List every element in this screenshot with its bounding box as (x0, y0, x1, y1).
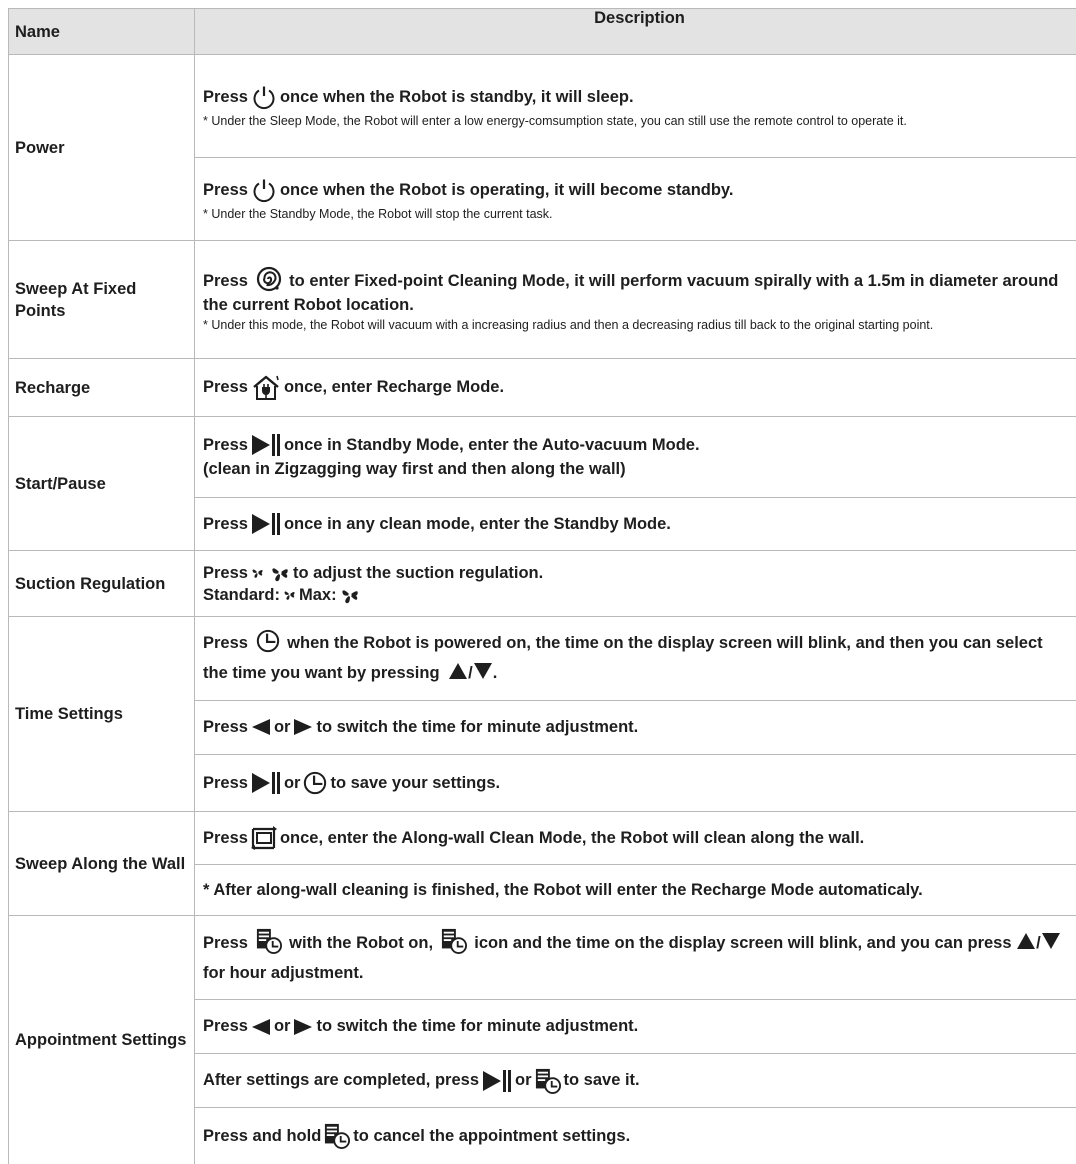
power-desc-sleep: Press once when the Robot is standby, it will sleep. * Under the Sleep Mode, the Robot will enter a low energy-comsumption state, you can still use the remote control to operate it. (195, 55, 1076, 158)
recharge-desc: Press once, enter Recharge Mode. (195, 359, 1076, 416)
table-row-start-pause (8, 417, 1076, 551)
row-name-appointment: Appointment Settings (8, 916, 195, 1164)
appointment-desc-start: Press with the Robot on, icon and the time on the display screen will blink, and you can press / for hour adjustment. (195, 916, 1076, 1000)
start-pause-desc-standby: Press once in any clean mode, enter the Standby Mode. (195, 498, 1076, 550)
schedule-icon (324, 1123, 350, 1149)
right-arrow-icon (293, 1018, 313, 1036)
row-name-power: Power (8, 55, 195, 240)
power-icon (251, 85, 277, 111)
row-name-along-wall: Sweep Along the Wall (8, 812, 195, 915)
play-pause-icon (482, 1070, 512, 1092)
along-wall-desc: Press once, enter the Along-wall Clean Mode, the Robot will clean along the wall. (195, 812, 1076, 865)
fixed-points-note: * Under this mode, the Robot will vacuum with a increasing radius and then a decreasing radius till back to the original starting point. (203, 317, 934, 332)
table-row-suction (8, 551, 1076, 617)
fan-large-icon (340, 585, 360, 605)
up-arrow-icon (1016, 932, 1036, 950)
start-pause-desc-auto: Press once in Standby Mode, enter the Auto-vacuum Mode. (clean in Zigzagging way first and then along the wall) (195, 417, 1076, 498)
table-row-appointment (8, 916, 1076, 1164)
time-desc-switch: Press or to switch the time for minute adjustment. (195, 701, 1076, 756)
row-name-start-pause: Start/Pause (8, 417, 195, 550)
header-description: Description (594, 9, 685, 27)
power-desc-standby: Press once when the Robot is operating, it will become standby. * Under the Standby Mode, the Robot will stop the current task. (195, 158, 1076, 240)
row-name-time-settings: Time Settings (8, 617, 195, 811)
play-pause-icon (251, 513, 281, 535)
fan-large-icon (270, 563, 290, 583)
down-arrow-icon (1041, 932, 1061, 950)
table-row-recharge (8, 359, 1076, 417)
appointment-desc-cancel: Press and hold to cancel the appointment settings. (195, 1108, 1076, 1164)
power-note-sleep: * Under the Sleep Mode, the Robot will enter a low energy-comsumption state, you can still use the remote control to operate it. (203, 114, 907, 129)
table-header-row (8, 8, 1076, 55)
schedule-icon (535, 1068, 561, 1094)
up-arrow-icon (448, 662, 468, 680)
clock-icon (303, 771, 327, 795)
row-name-suction: Suction Regulation (8, 551, 195, 616)
left-arrow-icon (251, 718, 271, 736)
schedule-icon (441, 928, 467, 954)
left-arrow-icon (251, 1018, 271, 1036)
power-note-standby: * Under the Standby Mode, the Robot will stop the current task. (203, 207, 553, 222)
table-row-power (8, 55, 1076, 241)
suction-desc: Press to adjust the suction regulation. Standard: Max: (203, 563, 544, 604)
row-name-fixed-points: Sweep At Fixed Points (8, 241, 195, 358)
time-desc-blink: Press when the Robot is powered on, the time on the display screen will blink, and then you can select the time you want by pressing / . (195, 617, 1076, 701)
down-arrow-icon (473, 662, 493, 680)
header-name: Name (8, 9, 195, 54)
along-wall-icon (251, 826, 277, 850)
fixed-points-desc: Press to enter Fixed-point Cleaning Mode, it will perform vacuum spirally with a 1.5m in diameter around the current Robot location. * Under this mode, the Robot will vacuum with a increasing radius and then a decreasing radius till back to the original starting point. (195, 241, 1076, 358)
spiral-icon (256, 266, 282, 292)
schedule-icon (256, 928, 282, 954)
play-pause-icon (251, 772, 281, 794)
fan-small-icon (251, 566, 264, 579)
appointment-desc-save: After settings are completed, press or to save it. (195, 1054, 1076, 1108)
along-wall-note: * After along-wall cleaning is finished, the Robot will enter the Recharge Mode automaticaly. (203, 880, 923, 899)
fan-small-icon (283, 588, 296, 601)
play-pause-icon (251, 434, 281, 456)
home-plug-icon (251, 375, 281, 401)
power-icon (251, 178, 277, 204)
row-name-recharge: Recharge (8, 359, 195, 416)
table-row-time-settings (8, 617, 1076, 812)
table-row-fixed-points (8, 241, 1076, 359)
function-table (8, 8, 1076, 1164)
clock-icon (256, 629, 280, 653)
right-arrow-icon (293, 718, 313, 736)
table-row-along-wall (8, 812, 1076, 916)
appointment-desc-switch: Press or to switch the time for minute adjustment. (195, 1000, 1076, 1054)
time-desc-save: Press or to save your settings. (195, 755, 1076, 811)
